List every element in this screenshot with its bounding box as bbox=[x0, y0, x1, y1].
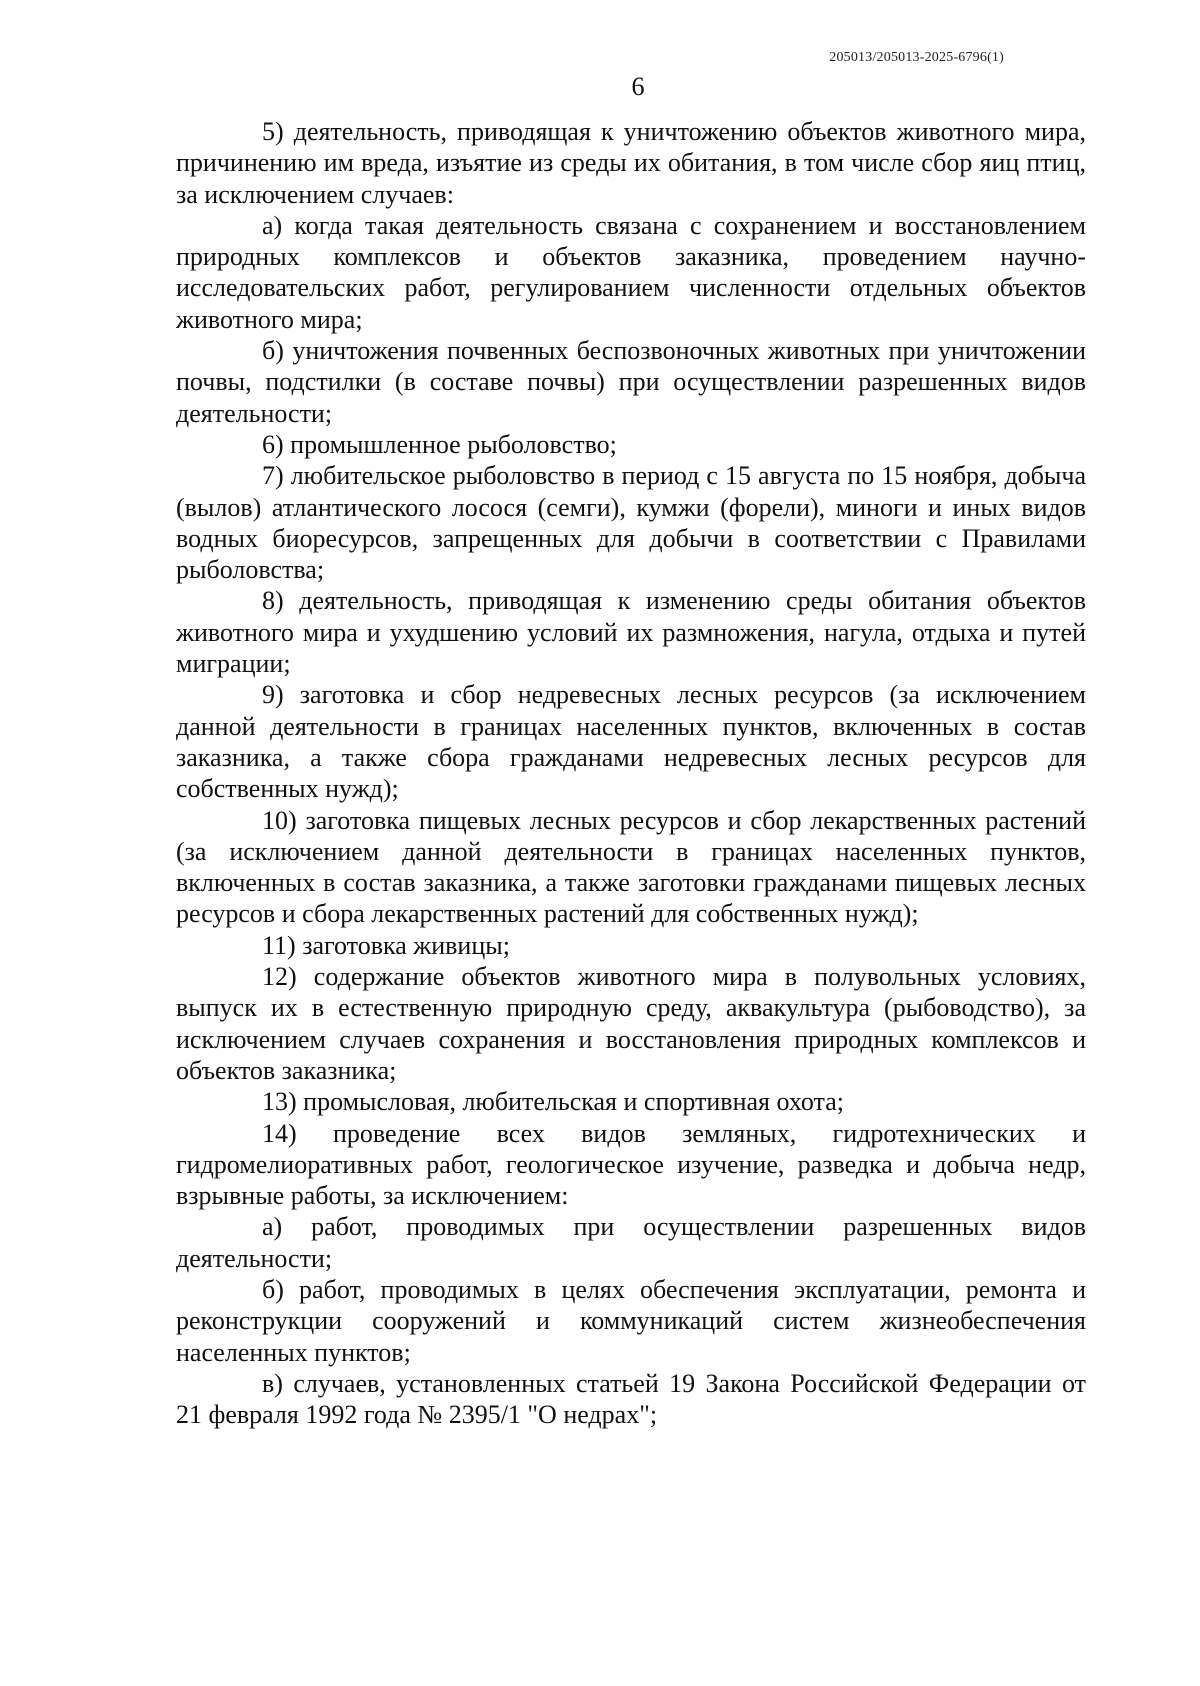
paragraph-item-11: 11) заготовка живицы; bbox=[262, 930, 510, 960]
document-body bbox=[176, 116, 1086, 1430]
paragraph-item-14-v: в) случаев, установленных статьей 19 Закона Российской Федерации от 21 февраля 1992 года № 2395/1 "О недрах"; bbox=[176, 1368, 1086, 1430]
paragraph-subitem-b: б) уничтожения почвенных беспозвоночных животных при уничтожении почвы, подстилки (в составе почвы) при осуществлении разрешенных видов деятельности; bbox=[176, 336, 1086, 428]
paragraph-item-9: 9) заготовка и сбор недревесных лесных ресурсов (за исключением данной деятельности в границах населенных пунктов, включенных в состав заказника, а также сбора гражданами недревесных лесных ресурсов для собственных нужд); bbox=[176, 680, 1086, 804]
paragraph-item-13: 13) промысловая, любительская и спортивная охота; bbox=[262, 1087, 844, 1117]
page-number: 6 bbox=[631, 72, 645, 101]
paragraph-item-6: 6) промышленное рыболовство; bbox=[262, 429, 617, 459]
paragraph-item-8: 8) деятельность, приводящая к изменению среды обитания объектов животного мира и ухудшению условий их размножения, нагула, отдыха и путей миграции; bbox=[176, 586, 1086, 679]
paragraph-item-14: 14) проведение всех видов земляных, гидротехнических и гидромелиоративных работ, геологическое изучение, разведка и добыча недр, взрывные работы, за исключением: bbox=[176, 1118, 1086, 1211]
document-id: 205013/205013-2025-6796(1) bbox=[829, 50, 1004, 65]
paragraph-item-7: 7) любительское рыболовство в период с 15 августа по 15 ноября, добыча (вылов) атлантического лосося (семги), кумжи (форели), миноги и иных видов водных биоресурсов, запрещенных для добычи в соответствии с Правилами рыболовства; bbox=[176, 461, 1086, 585]
paragraph-subitem-a: а) когда такая деятельность связана с сохранением и восстановлением природных комплексов и объектов заказника, проведением научно-исследовательских работ, регулированием численности отдельных объектов животного мира; bbox=[176, 210, 1086, 334]
paragraph-item-14-a: а) работ, проводимых при осуществлении разрешенных видов деятельности; bbox=[176, 1212, 1086, 1273]
paragraph-item-5: 5) деятельность, приводящая к уничтожению объектов животного мира, причинению им вреда, изъятие из среды их обитания, в том числе сбор яиц птиц, за исключением случаев: bbox=[176, 117, 1086, 209]
paragraph-item-12: 12) содержание объектов животного мира в полувольных условиях, выпуск их в естественную природную среду, аквакультура (рыбоводство), за исключением случаев сохранения и восстановления природных комплексов и объектов заказника; bbox=[176, 962, 1086, 1085]
paragraph-item-14-b: б) работ, проводимых в целях обеспечения эксплуатации, ремонта и реконструкции сооружений и коммуникаций систем жизнеобеспечения населенных пунктов; bbox=[176, 1274, 1086, 1367]
paragraph-item-10: 10) заготовка пищевых лесных ресурсов и сбор лекарственных растений (за исключением данной деятельности в границах населенных пунктов, включенных в состав заказника, а также заготовки гражданами пищевых лесных ресурсов и сбора лекарственных растений для собственных нужд); bbox=[176, 805, 1086, 929]
